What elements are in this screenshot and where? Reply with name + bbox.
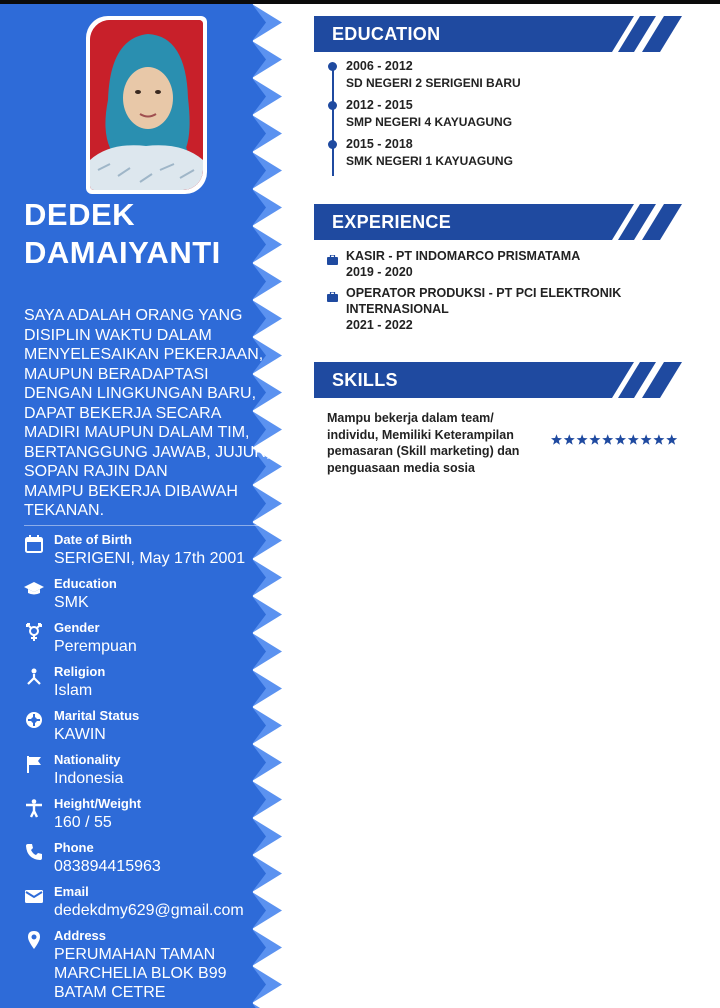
about-line: MADIRI MAUPUN DALAM TIM, [24, 424, 250, 441]
about-line: SOPAN RAJIN DAN [24, 463, 168, 480]
info-value: SERIGENI, May 17th 2001 [54, 550, 246, 567]
info-label: Phone [54, 840, 94, 855]
personal-info-list [24, 532, 264, 1008]
calendar-icon [24, 534, 44, 554]
experience-list [326, 248, 686, 338]
info-label: Email [54, 884, 89, 899]
experience-years: 2021 - 2022 [346, 318, 413, 332]
star-icon [564, 434, 575, 444]
about-line: SAYA ADALAH ORANG YANG [24, 307, 243, 324]
info-value: 083894415963 [54, 858, 161, 875]
info-item-marital-status [24, 708, 264, 752]
about-text [24, 306, 276, 521]
info-value: Islam [54, 682, 93, 699]
star-icon [577, 434, 588, 444]
skill-line: penguasaan media sosia [327, 460, 475, 475]
info-value: SMK [54, 594, 89, 611]
star-icon [641, 434, 652, 444]
star-icon [551, 434, 562, 444]
education-item [314, 97, 684, 136]
skill-line: individu, Memiliki Keterampilan [327, 427, 514, 442]
experience-title-text [346, 248, 686, 264]
education-school: SD NEGERI 2 SERIGENI BARU [346, 76, 521, 90]
graduation-cap-icon [24, 578, 44, 598]
star-icon [602, 434, 613, 444]
info-label: Nationality [54, 752, 121, 767]
experience-item [326, 248, 686, 281]
info-value: KAWIN [54, 726, 106, 743]
info-value-line: PERUMAHAN TAMAN [54, 946, 216, 963]
email-icon [24, 886, 44, 906]
star-icon [653, 434, 664, 444]
profile-photo [86, 16, 207, 194]
experience-title-text [346, 285, 686, 317]
portrait-image [90, 20, 203, 190]
info-label: Marital Status [54, 708, 140, 723]
info-item-height-weight [24, 796, 264, 840]
religion-icon [24, 666, 44, 686]
timeline-dot [328, 101, 337, 110]
education-school: SMP NEGERI 4 KAYUAGUNG [346, 115, 513, 129]
star-icon [615, 434, 626, 444]
info-item-email [24, 884, 264, 928]
timeline-dot [328, 62, 337, 71]
info-item-religion [24, 664, 264, 708]
info-label: Education [54, 576, 117, 591]
phone-icon [24, 842, 44, 862]
experience-title-line: OPERATOR PRODUKSI - PT PCI ELEKTRONIK [346, 286, 622, 300]
info-item-phone [24, 840, 264, 884]
info-value: Indonesia [54, 770, 124, 787]
info-label: Religion [54, 664, 106, 679]
info-item-address [24, 928, 264, 1008]
about-line: DAPAT BEKERJA SECARA [24, 404, 222, 422]
info-value: dedekdmy629@gmail.com [54, 902, 244, 919]
sidebar-divider [24, 525, 268, 526]
experience-years: 2019 - 2020 [346, 265, 413, 279]
info-value-line: MARCHELIA BLOK B99 [54, 965, 227, 982]
briefcase-icon [327, 252, 338, 262]
gender-icon [24, 622, 44, 642]
about-line: MAUPUN BERADAPTASI [24, 365, 209, 383]
experience-title-line: INTERNASIONAL [346, 302, 449, 316]
about-line: TEKANAN. [24, 502, 105, 519]
about-line: DISIPLIN WAKTU DALAM [24, 326, 212, 344]
education-years: 2015 - 2018 [346, 137, 413, 151]
info-label: Gender [54, 620, 100, 635]
skill-description [327, 410, 547, 476]
star-icon [628, 434, 639, 444]
about-line: MAMPU BEKERJA DIBAWAH [24, 482, 238, 500]
education-list [314, 58, 684, 175]
info-value: Perempuan [54, 638, 137, 655]
info-item-date-of-birth [24, 532, 264, 576]
education-years: 2006 - 2012 [346, 59, 413, 73]
about-line: BERTANGGUNG JAWAB, JUJUR, [24, 443, 271, 461]
star-icon [589, 434, 600, 444]
skill-line: pemasaran (Skill marketing) dan [327, 444, 520, 458]
info-value: 160 / 55 [54, 814, 112, 831]
education-title: EDUCATION [332, 24, 441, 44]
name-last: DAMAIYANTI [24, 235, 221, 270]
info-label: Date of Birth [54, 532, 132, 547]
name-first: DEDEK [24, 197, 136, 232]
info-value-line: BATAM CETRE [54, 984, 166, 1001]
education-item [314, 58, 684, 97]
experience-title: EXPERIENCE [332, 212, 452, 232]
about-line: MENYELESAIKAN PEKERJAAN, [24, 346, 264, 363]
briefcase-icon [327, 289, 338, 299]
info-label: Address [54, 928, 107, 943]
marital-status-icon [24, 710, 44, 730]
info-item-nationality [24, 752, 264, 796]
education-years: 2012 - 2015 [346, 98, 413, 112]
education-item [314, 136, 684, 175]
info-label: Height/Weight [54, 796, 142, 811]
star-icon [666, 434, 677, 444]
person-name [24, 196, 254, 272]
timeline-dot [328, 140, 337, 149]
location-pin-icon [24, 930, 44, 950]
info-item-gender [24, 620, 264, 664]
experience-title-line: KASIR - PT INDOMARCO PRISMATAMA [346, 249, 581, 263]
skill-line: Mampu bekerja dalam team/ [327, 411, 494, 425]
person-icon [24, 798, 44, 818]
info-value [54, 945, 227, 1002]
experience-item [326, 285, 686, 334]
info-item-education [24, 576, 264, 620]
about-line: DENGAN LINGKUNGAN BARU, [24, 385, 257, 402]
skills-title: SKILLS [332, 370, 398, 390]
education-school: SMK NEGERI 1 KAYUAGUNG [346, 154, 513, 168]
flag-icon [24, 754, 44, 774]
skill-rating [550, 433, 685, 447]
